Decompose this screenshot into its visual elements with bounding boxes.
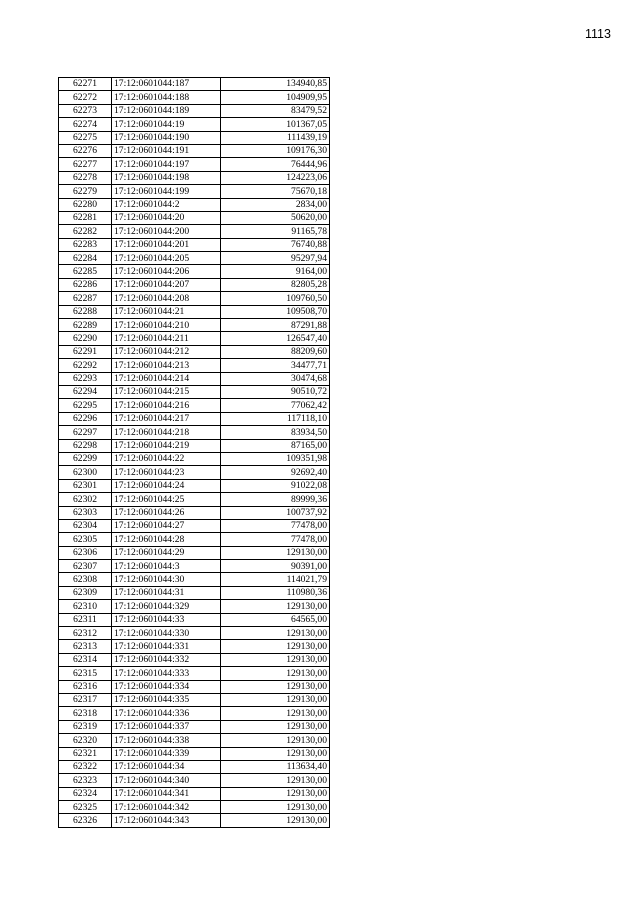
table-row [59, 546, 330, 559]
cadastral-value-cell: 77478,00 [221, 519, 330, 532]
cadastral-number-cell: 17:12:0601044:216 [112, 399, 221, 412]
cadastral-number-cell: 17:12:0601044:21 [112, 305, 221, 318]
cadastral-value-cell: 34477,71 [221, 359, 330, 372]
table-row [59, 131, 330, 144]
cadastral-number-cell: 17:12:0601044:339 [112, 747, 221, 760]
cadastral-number-cell: 17:12:0601044:188 [112, 91, 221, 104]
cadastral-number-cell: 17:12:0601044:24 [112, 479, 221, 492]
cadastral-number-cell: 17:12:0601044:205 [112, 252, 221, 265]
table-row [59, 653, 330, 666]
row-number-cell: 62324 [59, 787, 112, 800]
cadastral-number-cell: 17:12:0601044:31 [112, 586, 221, 599]
cadastral-value-cell: 64565,00 [221, 613, 330, 626]
table-row [59, 238, 330, 251]
row-number-cell: 62315 [59, 667, 112, 680]
cadastral-value-cell: 89999,36 [221, 493, 330, 506]
cadastral-number-cell: 17:12:0601044:200 [112, 225, 221, 238]
table-row [59, 171, 330, 184]
cadastral-value-cell: 92692,40 [221, 466, 330, 479]
row-number-cell: 62288 [59, 305, 112, 318]
cadastral-number-cell: 17:12:0601044:329 [112, 600, 221, 613]
cadastral-value-cell: 75670,18 [221, 185, 330, 198]
cadastral-number-cell: 17:12:0601044:2 [112, 198, 221, 211]
row-number-cell: 62322 [59, 760, 112, 773]
cadastral-value-cell: 110980,36 [221, 586, 330, 599]
table-row [59, 693, 330, 706]
cadastral-value-cell: 113634,40 [221, 760, 330, 773]
row-number-cell: 62323 [59, 774, 112, 787]
cadastral-value-cell: 95297,94 [221, 252, 330, 265]
row-number-cell: 62280 [59, 198, 112, 211]
cadastral-value-cell: 129130,00 [221, 747, 330, 760]
row-number-cell: 62311 [59, 613, 112, 626]
table-row [59, 144, 330, 157]
table-row [59, 533, 330, 546]
cadastral-value-cell: 76740,88 [221, 238, 330, 251]
cadastral-number-cell: 17:12:0601044:212 [112, 345, 221, 358]
row-number-cell: 62286 [59, 278, 112, 291]
cadastral-number-cell: 17:12:0601044:340 [112, 774, 221, 787]
cadastral-value-cell: 50620,00 [221, 211, 330, 224]
table-row [59, 104, 330, 117]
cadastral-value-cell: 129130,00 [221, 720, 330, 733]
row-number-cell: 62299 [59, 452, 112, 465]
row-number-cell: 62272 [59, 91, 112, 104]
cadastral-number-cell: 17:12:0601044:29 [112, 546, 221, 559]
row-number-cell: 62278 [59, 171, 112, 184]
table-row [59, 412, 330, 425]
cadastral-number-cell: 17:12:0601044:333 [112, 667, 221, 680]
cadastral-value-table [58, 77, 330, 828]
cadastral-number-cell: 17:12:0601044:342 [112, 801, 221, 814]
cadastral-value-cell: 77062,42 [221, 399, 330, 412]
table-row [59, 332, 330, 345]
cadastral-value-cell: 124223,06 [221, 171, 330, 184]
row-number-cell: 62304 [59, 519, 112, 532]
cadastral-value-cell: 129130,00 [221, 814, 330, 827]
cadastral-value-cell: 88209,60 [221, 345, 330, 358]
table-row [59, 734, 330, 747]
cadastral-value-cell: 129130,00 [221, 640, 330, 653]
table-row [59, 319, 330, 332]
row-number-cell: 62320 [59, 734, 112, 747]
cadastral-number-cell: 17:12:0601044:343 [112, 814, 221, 827]
table-row [59, 573, 330, 586]
cadastral-number-cell: 17:12:0601044:206 [112, 265, 221, 278]
cadastral-value-cell: 129130,00 [221, 546, 330, 559]
cadastral-number-cell: 17:12:0601044:34 [112, 760, 221, 773]
cadastral-value-cell: 129130,00 [221, 693, 330, 706]
cadastral-value-cell: 2834,00 [221, 198, 330, 211]
row-number-cell: 62294 [59, 385, 112, 398]
cadastral-number-cell: 17:12:0601044:201 [112, 238, 221, 251]
row-number-cell: 62289 [59, 319, 112, 332]
cadastral-number-cell: 17:12:0601044:25 [112, 493, 221, 506]
table-row [59, 252, 330, 265]
table-row [59, 493, 330, 506]
table-row [59, 586, 330, 599]
row-number-cell: 62296 [59, 412, 112, 425]
cadastral-value-cell: 126547,40 [221, 332, 330, 345]
table-row [59, 292, 330, 305]
table-body [59, 78, 330, 828]
cadastral-number-cell: 17:12:0601044:189 [112, 104, 221, 117]
cadastral-number-cell: 17:12:0601044:330 [112, 627, 221, 640]
row-number-cell: 62314 [59, 653, 112, 666]
cadastral-number-cell: 17:12:0601044:33 [112, 613, 221, 626]
table-row [59, 265, 330, 278]
cadastral-value-cell: 129130,00 [221, 734, 330, 747]
cadastral-value-cell: 129130,00 [221, 774, 330, 787]
row-number-cell: 62300 [59, 466, 112, 479]
row-number-cell: 62275 [59, 131, 112, 144]
cadastral-number-cell: 17:12:0601044:213 [112, 359, 221, 372]
cadastral-value-cell: 90391,00 [221, 560, 330, 573]
cadastral-value-cell: 30474,68 [221, 372, 330, 385]
table-row [59, 774, 330, 787]
row-number-cell: 62321 [59, 747, 112, 760]
table-row [59, 613, 330, 626]
cadastral-value-cell: 129130,00 [221, 787, 330, 800]
row-number-cell: 62309 [59, 586, 112, 599]
cadastral-number-cell: 17:12:0601044:215 [112, 385, 221, 398]
table-row [59, 372, 330, 385]
table-row [59, 305, 330, 318]
cadastral-value-cell: 100737,92 [221, 506, 330, 519]
row-number-cell: 62298 [59, 439, 112, 452]
row-number-cell: 62307 [59, 560, 112, 573]
row-number-cell: 62326 [59, 814, 112, 827]
cadastral-number-cell: 17:12:0601044:217 [112, 412, 221, 425]
cadastral-number-cell: 17:12:0601044:214 [112, 372, 221, 385]
table-row [59, 560, 330, 573]
table-row [59, 747, 330, 760]
cadastral-number-cell: 17:12:0601044:335 [112, 693, 221, 706]
table-row [59, 760, 330, 773]
cadastral-value-cell: 111439,19 [221, 131, 330, 144]
cadastral-number-cell: 17:12:0601044:208 [112, 292, 221, 305]
row-number-cell: 62292 [59, 359, 112, 372]
cadastral-number-cell: 17:12:0601044:26 [112, 506, 221, 519]
row-number-cell: 62285 [59, 265, 112, 278]
cadastral-value-cell: 129130,00 [221, 667, 330, 680]
cadastral-number-cell: 17:12:0601044:20 [112, 211, 221, 224]
cadastral-number-cell: 17:12:0601044:197 [112, 158, 221, 171]
cadastral-value-cell: 91022,08 [221, 479, 330, 492]
row-number-cell: 62317 [59, 693, 112, 706]
table-row [59, 91, 330, 104]
cadastral-value-cell: 129130,00 [221, 680, 330, 693]
cadastral-value-cell: 129130,00 [221, 653, 330, 666]
cadastral-number-cell: 17:12:0601044:210 [112, 319, 221, 332]
cadastral-value-cell: 109508,70 [221, 305, 330, 318]
cadastral-value-cell: 134940,85 [221, 78, 330, 91]
row-number-cell: 62295 [59, 399, 112, 412]
cadastral-number-cell: 17:12:0601044:199 [112, 185, 221, 198]
row-number-cell: 62281 [59, 211, 112, 224]
cadastral-value-cell: 109351,98 [221, 452, 330, 465]
cadastral-number-cell: 17:12:0601044:337 [112, 720, 221, 733]
table-row [59, 399, 330, 412]
row-number-cell: 62297 [59, 426, 112, 439]
row-number-cell: 62305 [59, 533, 112, 546]
row-number-cell: 62282 [59, 225, 112, 238]
cadastral-number-cell: 17:12:0601044:207 [112, 278, 221, 291]
row-number-cell: 62277 [59, 158, 112, 171]
cadastral-value-cell: 90510,72 [221, 385, 330, 398]
cadastral-value-cell: 109176,30 [221, 144, 330, 157]
row-number-cell: 62325 [59, 801, 112, 814]
cadastral-number-cell: 17:12:0601044:187 [112, 78, 221, 91]
row-number-cell: 62274 [59, 118, 112, 131]
cadastral-number-cell: 17:12:0601044:332 [112, 653, 221, 666]
row-number-cell: 62287 [59, 292, 112, 305]
cadastral-value-cell: 101367,05 [221, 118, 330, 131]
cadastral-value-cell: 109760,50 [221, 292, 330, 305]
cadastral-number-cell: 17:12:0601044:219 [112, 439, 221, 452]
cadastral-value-cell: 82805,28 [221, 278, 330, 291]
cadastral-value-cell: 129130,00 [221, 707, 330, 720]
row-number-cell: 62273 [59, 104, 112, 117]
table-row [59, 426, 330, 439]
row-number-cell: 62291 [59, 345, 112, 358]
row-number-cell: 62276 [59, 144, 112, 157]
cadastral-number-cell: 17:12:0601044:23 [112, 466, 221, 479]
cadastral-number-cell: 17:12:0601044:218 [112, 426, 221, 439]
table-row [59, 198, 330, 211]
table-row [59, 452, 330, 465]
cadastral-value-cell: 114021,79 [221, 573, 330, 586]
table-row [59, 720, 330, 733]
table-row [59, 385, 330, 398]
row-number-cell: 62313 [59, 640, 112, 653]
table-row [59, 359, 330, 372]
cadastral-value-cell: 76444,96 [221, 158, 330, 171]
row-number-cell: 62284 [59, 252, 112, 265]
table-row [59, 667, 330, 680]
table-row [59, 278, 330, 291]
cadastral-value-cell: 129130,00 [221, 801, 330, 814]
page-number: 1113 [585, 27, 611, 41]
cadastral-value-cell: 104909,95 [221, 91, 330, 104]
cadastral-number-cell: 17:12:0601044:3 [112, 560, 221, 573]
row-number-cell: 62319 [59, 720, 112, 733]
row-number-cell: 62318 [59, 707, 112, 720]
row-number-cell: 62290 [59, 332, 112, 345]
table-row [59, 814, 330, 827]
cadastral-number-cell: 17:12:0601044:190 [112, 131, 221, 144]
row-number-cell: 62302 [59, 493, 112, 506]
cadastral-number-cell: 17:12:0601044:336 [112, 707, 221, 720]
cadastral-number-cell: 17:12:0601044:28 [112, 533, 221, 546]
table-row [59, 185, 330, 198]
cadastral-number-cell: 17:12:0601044:191 [112, 144, 221, 157]
table-row [59, 158, 330, 171]
table-row [59, 439, 330, 452]
table-row [59, 118, 330, 131]
table-row [59, 707, 330, 720]
cadastral-number-cell: 17:12:0601044:211 [112, 332, 221, 345]
table-row [59, 78, 330, 91]
table-row [59, 519, 330, 532]
table-row [59, 787, 330, 800]
cadastral-number-cell: 17:12:0601044:19 [112, 118, 221, 131]
row-number-cell: 62306 [59, 546, 112, 559]
cadastral-value-cell: 83479,52 [221, 104, 330, 117]
row-number-cell: 62283 [59, 238, 112, 251]
cadastral-number-cell: 17:12:0601044:338 [112, 734, 221, 747]
row-number-cell: 62279 [59, 185, 112, 198]
table-row [59, 600, 330, 613]
cadastral-value-cell: 87291,88 [221, 319, 330, 332]
row-number-cell: 62310 [59, 600, 112, 613]
cadastral-value-cell: 117118,10 [221, 412, 330, 425]
table-row [59, 345, 330, 358]
cadastral-number-cell: 17:12:0601044:341 [112, 787, 221, 800]
table-row [59, 627, 330, 640]
table-row [59, 211, 330, 224]
cadastral-value-cell: 77478,00 [221, 533, 330, 546]
cadastral-number-cell: 17:12:0601044:22 [112, 452, 221, 465]
cadastral-number-cell: 17:12:0601044:198 [112, 171, 221, 184]
row-number-cell: 62301 [59, 479, 112, 492]
cadastral-number-cell: 17:12:0601044:30 [112, 573, 221, 586]
row-number-cell: 62308 [59, 573, 112, 586]
cadastral-value-cell: 87165,00 [221, 439, 330, 452]
table-row [59, 225, 330, 238]
row-number-cell: 62316 [59, 680, 112, 693]
table-row [59, 680, 330, 693]
table-row [59, 640, 330, 653]
table-row [59, 479, 330, 492]
cadastral-value-cell: 9164,00 [221, 265, 330, 278]
row-number-cell: 62303 [59, 506, 112, 519]
cadastral-number-cell: 17:12:0601044:331 [112, 640, 221, 653]
cadastral-number-cell: 17:12:0601044:334 [112, 680, 221, 693]
table-row [59, 466, 330, 479]
cadastral-value-cell: 129130,00 [221, 600, 330, 613]
cadastral-value-cell: 91165,78 [221, 225, 330, 238]
row-number-cell: 62271 [59, 78, 112, 91]
table-row [59, 801, 330, 814]
cadastral-number-cell: 17:12:0601044:27 [112, 519, 221, 532]
cadastral-value-cell: 129130,00 [221, 627, 330, 640]
row-number-cell: 62312 [59, 627, 112, 640]
row-number-cell: 62293 [59, 372, 112, 385]
cadastral-value-cell: 83934,50 [221, 426, 330, 439]
table-row [59, 506, 330, 519]
